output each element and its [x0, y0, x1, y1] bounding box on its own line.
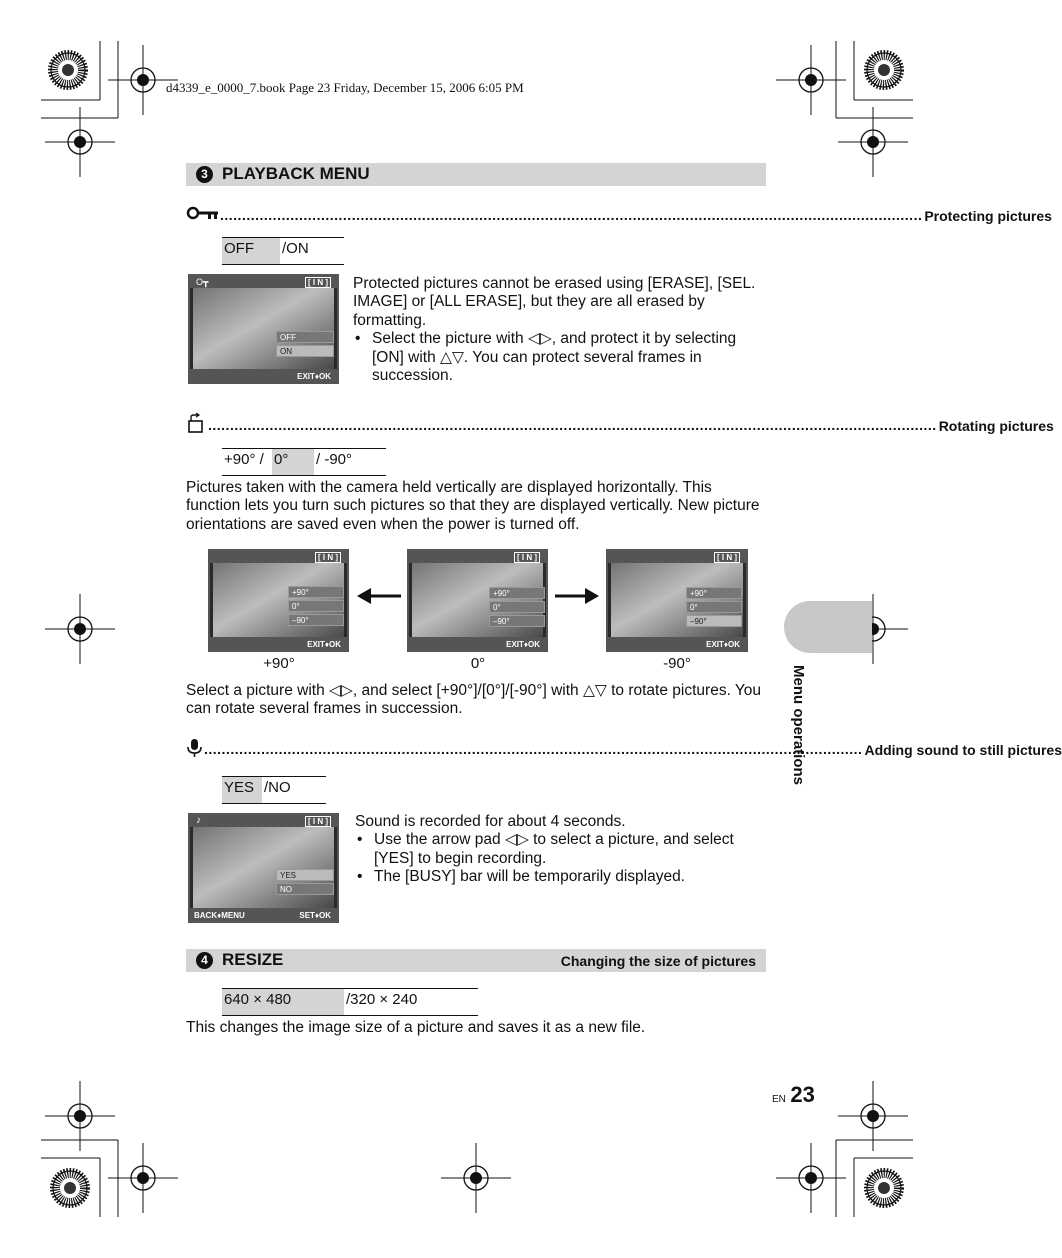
sound-options [222, 776, 326, 804]
section-title: RESIZE [222, 950, 284, 969]
sound-label: Adding sound to still pictures [864, 742, 1062, 758]
sound-screen-image: ♪ [ I N ] YES NO BACK♦MENU SET♦OK [188, 813, 339, 923]
rotate-label: Rotating pictures [938, 418, 1054, 434]
microphone-icon [186, 738, 204, 758]
protect-bullet: • Select the picture with ◁▷, and protect it by selecting [ON] with △▽. You can protect several frames in succession. [353, 330, 767, 385]
caption-minus90: -90° [663, 655, 691, 672]
sound-heading: ...................................................................................................................................................... Adding sound to still pictures [186, 738, 766, 758]
mid-mark-left [45, 594, 115, 664]
sound-option-default: YES [222, 777, 262, 803]
corner-mark-bottom-left [41, 1081, 178, 1217]
key-icon [186, 204, 220, 224]
rotate-icon [186, 414, 208, 434]
page-number [772, 1082, 815, 1108]
mid-mark-bottom [441, 1143, 511, 1213]
protect-option-rest: /ON [282, 240, 309, 257]
screen-option-yes: YES [276, 869, 334, 881]
protect-options [222, 237, 344, 265]
rotate-option-b: / -90° [316, 451, 353, 468]
sound-bullet-1: • Use the arrow pad ◁▷ to select a picture, and select [YES] to begin recording. [355, 831, 767, 868]
screen-option-off: OFF [276, 331, 334, 343]
resize-option-default: 640 × 480 [222, 989, 344, 1015]
protect-label: Protecting pictures [924, 208, 1052, 224]
sound-option-rest: /NO [264, 779, 291, 796]
resize-options [222, 988, 478, 1016]
rotate-heading: ...................................................................................................................................................................... Rotating pictures [186, 414, 766, 434]
rotate-option-a: +90° / [224, 451, 264, 468]
section-title: PLAYBACK MENU [222, 164, 370, 183]
rotate-screen-minus90: [ I N ] +90° 0° –90° EXIT♦OK [606, 549, 748, 652]
sound-text [355, 813, 767, 887]
arrow-right-icon [553, 585, 601, 607]
rotate-paragraph: Pictures taken with the camera held vertically are displayed horizontally. This function lets you turn such pictures so that they are displayed vertically. New picture orientations are saved even when the power is turned off. [186, 479, 760, 533]
rotate-options [222, 448, 386, 476]
language-code: EN [772, 1094, 786, 1105]
protect-screen-image: O┳ [ I N ] OFF ON EXIT♦OK [188, 274, 339, 384]
corner-mark-top-left [41, 41, 178, 177]
protect-paragraph: Protected pictures cannot be erased using [ERASE], [SEL. IMAGE] or [ALL ERASE], but they are all erased by formatting. [353, 275, 756, 329]
rotate-option-default: 0° [272, 449, 314, 475]
resize-option-rest: /320 × 240 [346, 991, 418, 1008]
screen-option-on: ON [276, 345, 334, 357]
section-bar-playback-menu [186, 163, 766, 186]
caption-0: 0° [470, 655, 486, 672]
corner-mark-top-right [776, 41, 913, 177]
book-header-line: d4339_e_0000_7.book Page 23 Friday, December 15, 2006 6:05 PM [166, 80, 524, 95]
protect-text [353, 275, 767, 385]
arrow-left-icon [355, 585, 403, 607]
microphone-icon: ♪ [196, 815, 201, 826]
section-number: 4 [196, 952, 213, 969]
page-number-value: 23 [790, 1082, 815, 1107]
chapter-tab [784, 601, 872, 653]
chapter-label: Menu operations [790, 665, 807, 786]
protect-option-default: OFF [222, 238, 280, 264]
protect-heading: ................................................................................................................................................................ Protecting pictures [186, 204, 766, 224]
rotate-screen-plus90: [ I N ] +90° 0° –90° EXIT♦OK [208, 549, 349, 652]
section-subtitle: Changing the size of pictures [560, 953, 756, 969]
resize-paragraph: This changes the image size of a picture and saves it as a new file. [186, 1019, 646, 1036]
screen-option-no: NO [276, 883, 334, 895]
section-bar-resize [186, 949, 766, 972]
caption-plus90: +90° [263, 655, 295, 672]
rotate-paragraph-2: Select a picture with ◁▷, and select [+90°]/[0°]/[-90°] with △▽ to rotate pictures. You can rotate several frames in succession. [186, 682, 762, 718]
key-icon: O┳ [196, 277, 209, 287]
rotate-screen-0: [ I N ] +90° 0° –90° EXIT♦OK [407, 549, 548, 652]
sound-paragraph: Sound is recorded for about 4 seconds. [355, 813, 626, 830]
sound-bullet-2: • The [BUSY] bar will be temporarily displayed. [355, 868, 767, 886]
section-number: 3 [196, 166, 213, 183]
